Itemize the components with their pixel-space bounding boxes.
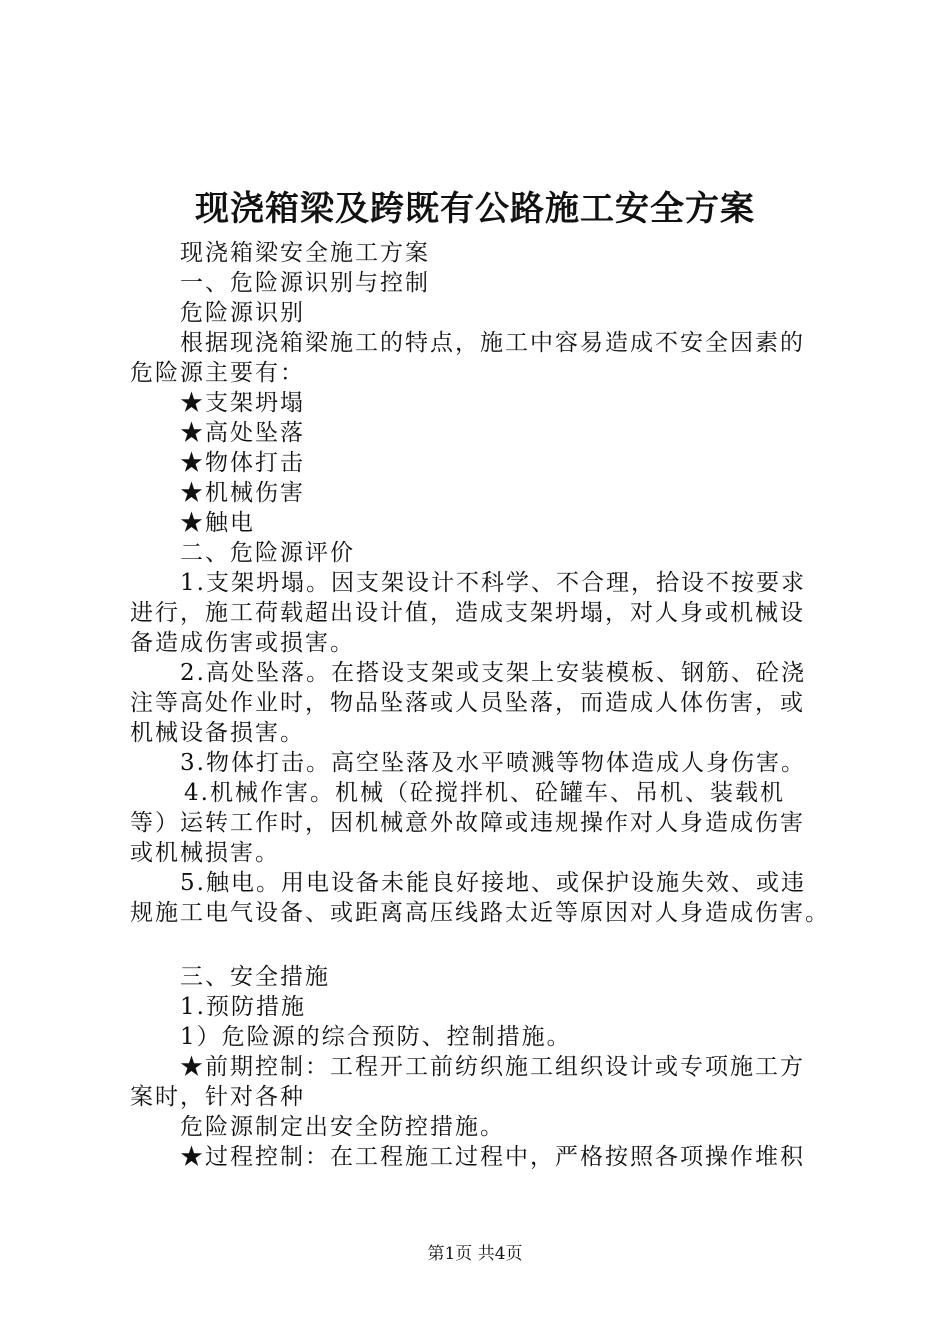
section-heading: 二、危险源评价 bbox=[180, 540, 355, 566]
paragraph-line: 危险源主要有： bbox=[130, 360, 305, 386]
bullet-item: ★支架坍塌 bbox=[180, 390, 305, 416]
document-body bbox=[130, 238, 850, 1172]
paragraph-line: 危险源制定出安全防控措施。 bbox=[180, 1114, 505, 1140]
paragraph-line: 或机械损害。 bbox=[130, 840, 280, 866]
paragraph-line: 注等高处作业时，物品坠落或人员坠落，而造成人体伤害，或 bbox=[130, 690, 805, 716]
section-heading: 一、危险源识别与控制 bbox=[180, 270, 430, 296]
paragraph-line: 规施工电气设备、或距离高压线路太近等原因对人身造成伤害。 bbox=[130, 900, 830, 926]
paragraph-line: 案时，针对各种 bbox=[130, 1084, 305, 1110]
section-heading: 三、安全措施 bbox=[180, 964, 330, 990]
bullet-item: ★前期控制：工程开工前纺织施工组织设计或专项施工方 bbox=[180, 1054, 805, 1080]
bullet-item: ★过程控制：在工程施工过程中，严格按照各项操作堆积 bbox=[180, 1144, 805, 1170]
subsection-heading: 危险源识别 bbox=[180, 300, 305, 326]
paragraph-line: 2.高处坠落。在搭设支架或支架上安装模板、钢筋、砼浇 bbox=[180, 660, 806, 686]
bullet-item: ★触电 bbox=[180, 510, 255, 536]
page-footer: 第1页 共4页 bbox=[427, 1244, 523, 1264]
paragraph-line: 现浇箱梁安全施工方案 bbox=[180, 240, 430, 266]
paragraph-line: 等）运转工作时，因机械意外故障或违规操作对人身造成伤害 bbox=[130, 810, 805, 836]
paragraph-line: 进行，施工荷载超出设计值，造成支架坍塌，对人身或机械设 bbox=[130, 600, 805, 626]
paragraph-line: 1.支架坍塌。因支架设计不科学、不合理，拾设不按要求 bbox=[180, 570, 806, 596]
bullet-item: ★高处坠落 bbox=[180, 420, 305, 446]
bullet-item: ★物体打击 bbox=[180, 450, 305, 476]
document-title: 现浇箱梁及跨既有公路施工安全方案 bbox=[195, 189, 755, 229]
paragraph-line: 根据现浇箱梁施工的特点，施工中容易造成不安全因素的 bbox=[180, 330, 805, 356]
bullet-item: ★机械伤害 bbox=[180, 480, 305, 506]
paragraph-line: 5.触电。用电设备未能良好接地、或保护设施失效、或违 bbox=[180, 870, 806, 896]
paragraph-line: 4.机械作害。机械（砼搅拌机、砼罐车、吊机、装载机 bbox=[184, 780, 785, 806]
paragraph-spacer bbox=[130, 928, 850, 962]
subsection-heading: 1.预防措施 bbox=[180, 994, 306, 1020]
paragraph-line: 1）危险源的综合预防、控制措施。 bbox=[180, 1024, 572, 1050]
paragraph-line: 机械设备损害。 bbox=[130, 720, 305, 746]
paragraph-line: 备造成伤害或损害。 bbox=[130, 630, 355, 656]
paragraph-line: 3.物体打击。高空坠落及水平喷溅等物体造成人身伤害。 bbox=[180, 750, 806, 776]
